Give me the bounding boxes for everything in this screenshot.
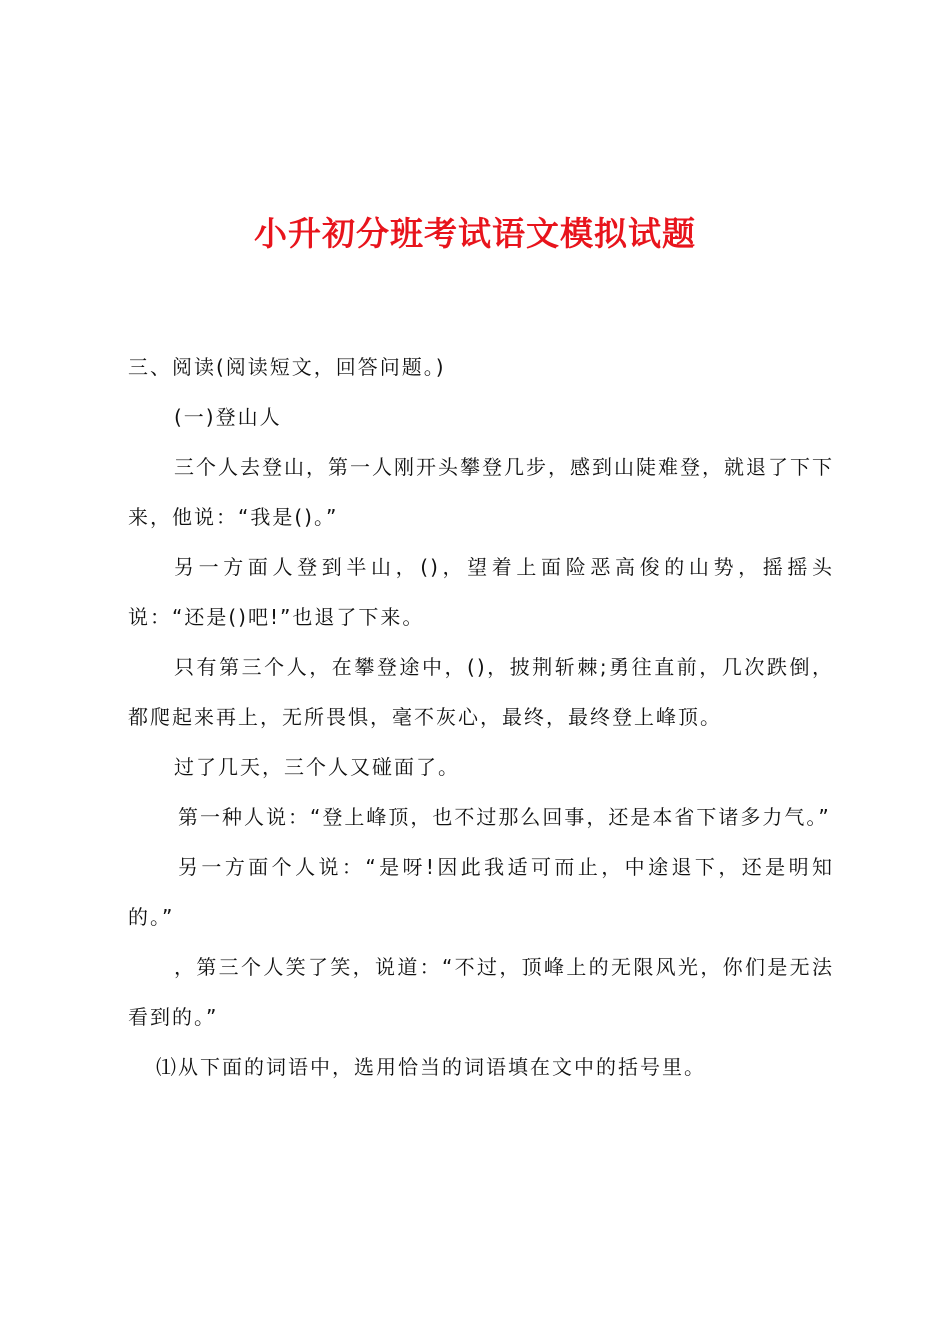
passage-title: (一)登山人 (174, 405, 282, 429)
section-heading: 三、阅读(阅读短文，回答问题。) (128, 355, 446, 379)
document-body (128, 342, 834, 1092)
paragraph: 另一方面人登到半山，()，望着上面险恶高俊的山势，摇摇头说：“还是()吧!”也退了下来。 (128, 555, 834, 629)
paragraph: 另一方面个人说：“是呀!因此我适可而止，中途退下，还是明知的。” (128, 855, 834, 929)
paragraph: ，第三个人笑了笑，说道：“不过，顶峰上的无限风光，你们是无法看到的。” (128, 955, 834, 1029)
paragraph: 只有第三个人，在攀登途中，()，披荆斩棘;勇往直前，几次跌倒，都爬起来再上，无所畏惧，毫不灰心，最终，最终登上峰顶。 (128, 655, 834, 729)
paragraph: 第一种人说：“登上峰顶，也不过那么回事，还是本省下诸多力气。” (178, 805, 831, 829)
paragraph: 过了几天，三个人又碰面了。 (174, 755, 460, 779)
document-title: 小升初分班考试语文模拟试题 (254, 214, 696, 253)
paragraph: 三个人去登山，第一人刚开头攀登几步，感到山陡难登，就退了下下来，他说：“我是()。” (128, 455, 834, 529)
question-1: ⑴从下面的词语中，选用恰当的词语填在文中的括号里。 (156, 1055, 706, 1079)
